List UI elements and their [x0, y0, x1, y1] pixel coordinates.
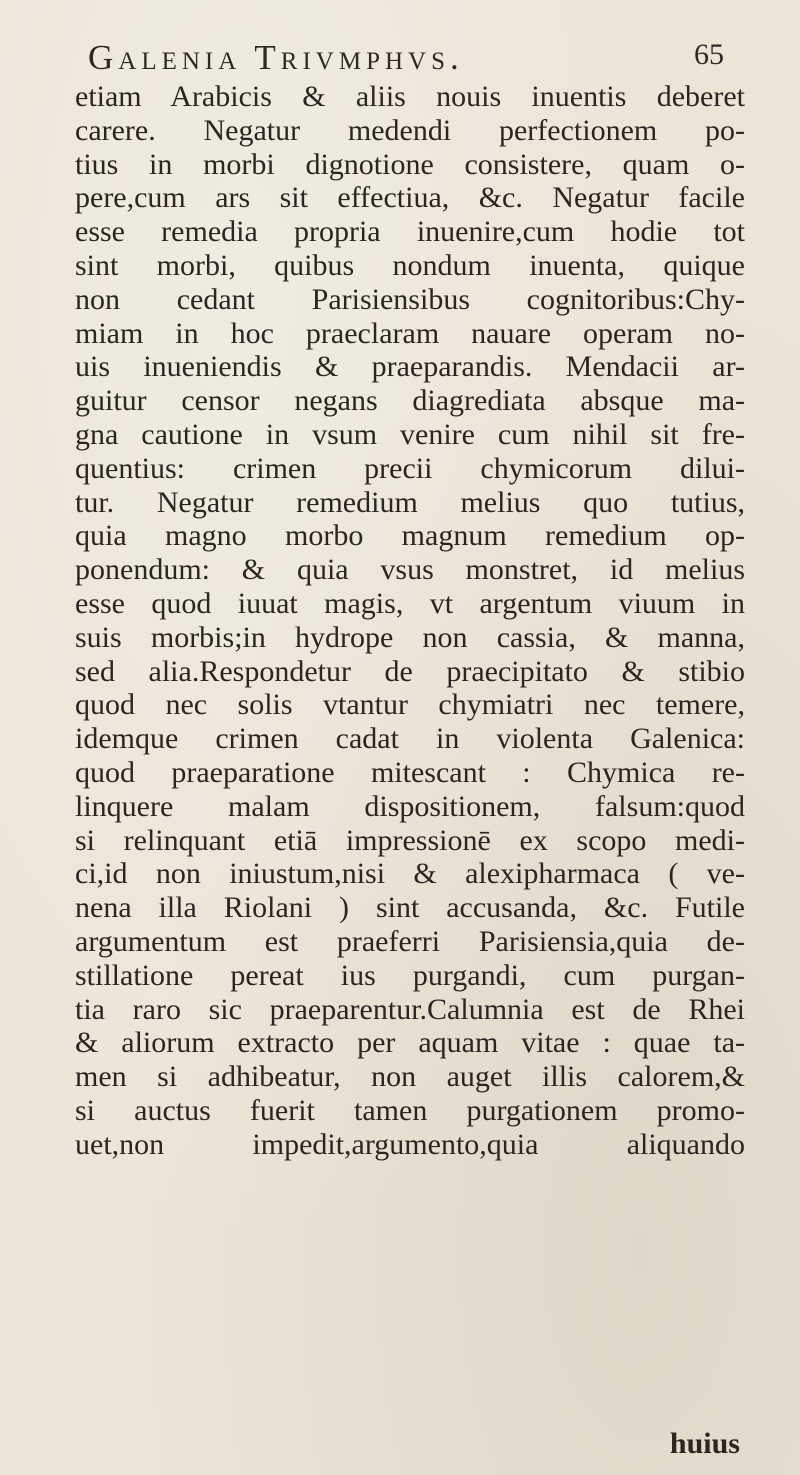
- text-line: quod praeparatione mitescant : Chymica re-: [75, 755, 745, 789]
- text-line: guitur censor negans diagrediata absque ma-: [75, 384, 745, 418]
- text-line: esse quod iuuat magis, vt argentum viuum in: [75, 586, 745, 620]
- text-line: linquere malam dispositionem, falsum:quod: [75, 789, 745, 823]
- text-line: quod nec solis vtantur chymiatri nec temere,: [75, 688, 745, 722]
- text-line: miam in hoc praeclaram nauare operam no-: [75, 316, 745, 350]
- text-line: argumentum est praeferri Parisiensia,quia de-: [75, 924, 745, 958]
- text-line: si relinquant etiā impressionē ex scopo medi-: [75, 823, 745, 857]
- text-line: tius in morbi dignotione consistere, quam o-: [75, 147, 745, 181]
- text-line: sint morbi, quibus nondum inuenta, quique: [75, 248, 745, 282]
- text-line: quentius: crimen precii chymicorum dilui-: [75, 451, 745, 485]
- running-head: [88, 38, 728, 84]
- text-line: etiam Arabicis & aliis nouis inuentis deberet: [75, 80, 745, 113]
- page-number: 65: [694, 38, 724, 71]
- text-line: & aliorum extracto per aquam vitae : quae ta-: [75, 1026, 745, 1060]
- text-line: carere. Negatur medendi perfectionem po-: [75, 113, 745, 147]
- text-line: stillatione pereat ius purgandi, cum purgan-: [75, 958, 745, 992]
- text-line: tia raro sic praeparentur.Calumnia est de Rhei: [75, 992, 745, 1026]
- text-line: nena illa Riolani ) sint accusanda, &c. Futile: [75, 891, 745, 925]
- text-line: non cedant Parisiensibus cognitoribus:Chy-: [75, 282, 745, 316]
- text-line: sed alia.Respondetur de praecipitato & stibio: [75, 654, 745, 688]
- catchword: huius: [669, 1427, 740, 1460]
- text-line: quia magno morbo magnum remedium op-: [75, 519, 745, 553]
- text-line: suis morbis;in hydrope non cassia, & manna,: [75, 620, 745, 654]
- body-text: [75, 80, 745, 1162]
- text-line: men si adhibeatur, non auget illis calorem,&: [75, 1060, 745, 1094]
- text-line: ci,id non iniustum,nisi & alexipharmaca ( ve-: [75, 857, 745, 891]
- text-line: idemque crimen cadat in violenta Galenica:: [75, 722, 745, 756]
- text-line: pere,cum ars sit effectiua, &c. Negatur facile: [75, 181, 745, 215]
- text-line: ponendum: & quia vsus monstret, id melius: [75, 553, 745, 587]
- text-line: uet,non impedit,argumento,quia aliquando: [75, 1127, 745, 1161]
- text-line: gna cautione in vsum venire cum nihil sit fre-: [75, 417, 745, 451]
- text-line: esse remedia propria inuenire,cum hodie tot: [75, 215, 745, 249]
- text-line: uis inueniendis & praeparandis. Mendacii ar-: [75, 350, 745, 384]
- text-line: tur. Negatur remedium melius quo tutius,: [75, 485, 745, 519]
- running-title: Galenia Trivmphvs.: [88, 38, 464, 77]
- text-line: si auctus fuerit tamen purgationem promo-: [75, 1093, 745, 1127]
